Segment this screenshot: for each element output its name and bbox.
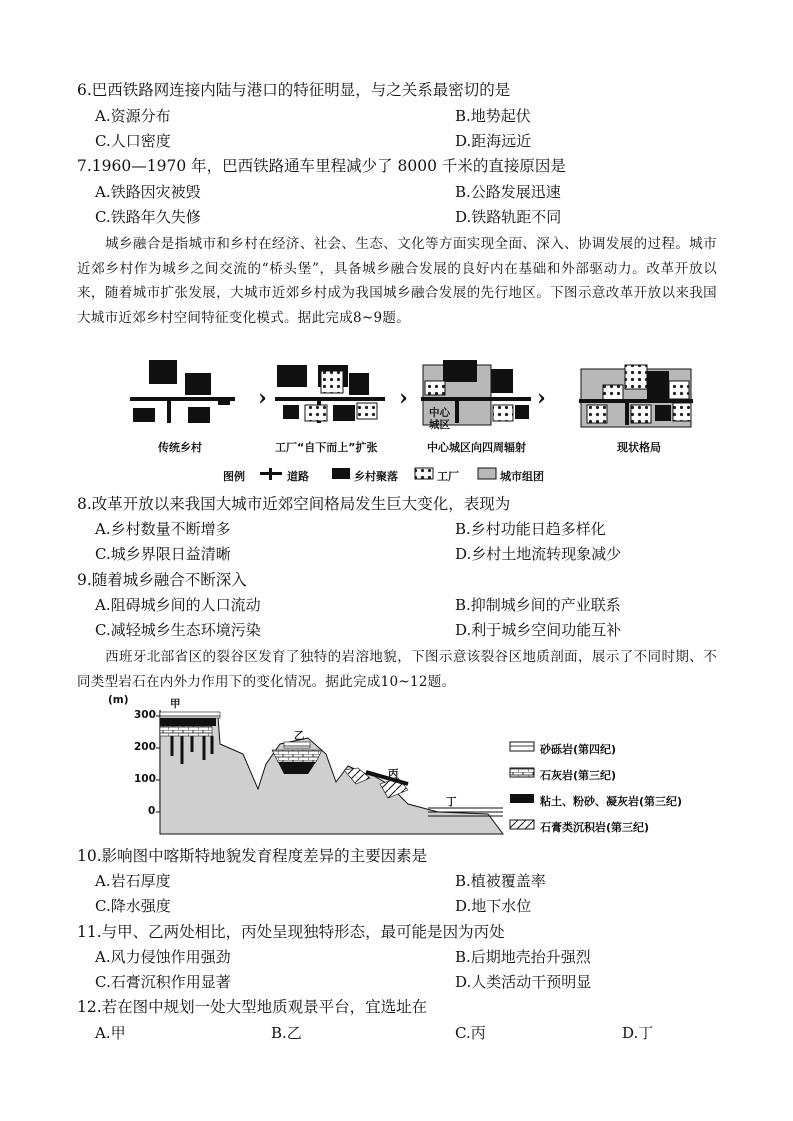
q10-option-b: B.植被覆盖率 [455,872,546,890]
site-ding-label: 丁 [446,796,457,808]
q12-option-d: D.丁 [622,1024,654,1042]
legend-clay-silt-tuff: 粘土、粉砂、凝灰岩(第三纪) [540,795,683,808]
q12-option-a: A.甲 [95,1024,126,1042]
q6-option-b: B.地势起伏 [455,107,531,125]
q6-option-d: D.距海远近 [455,132,532,150]
svg-text:›: › [537,385,546,411]
fig1-legend-title: 图例 [223,470,245,483]
q11-option-a: A.风力侵蚀作用强劲 [95,948,231,966]
site-bing-label: 丙 [388,768,399,780]
passage-karst-text: 西班牙北部省区的裂谷区发育了独特的岩溶地貌，下图示意该裂谷区地质剖面，展示了不同时期、不同类型岩石在内外力作用下的变化情况。据此完成10~12题。 [77,649,717,690]
q11-option-b: B.后期地壳抬升强烈 [455,948,591,966]
question-7-stem: 7.1960—1970 年，巴西铁路通车里程减少了 8000 千米的直接原因是 [77,157,566,175]
q11-option-c: C.石膏沉积作用显著 [95,973,231,991]
caption-current-pattern: 现状格局 [617,441,661,454]
legend-limestone: 石灰岩(第三纪) [540,769,617,782]
q6-option-c: C.人口密度 [95,132,171,150]
q7-option-a: A.铁路因灾被毁 [95,183,201,201]
q9-option-a: A.阻碍城乡间的人口流动 [95,596,261,614]
q7-option-c: C.铁路年久失修 [95,208,201,226]
legend-conglomerate: 砂砾岩(第四纪) [540,743,617,756]
q12-option-c: C.丙 [455,1024,486,1042]
fig1-legend-road: 道路 [287,470,309,483]
q9-option-c: C.减轻城乡生态环境污染 [95,621,261,639]
q6-option-a: A.资源分布 [95,107,171,125]
q9-option-d: D.利于城乡空间功能互补 [455,621,622,639]
site-jia-label: 甲 [170,698,181,710]
panel-traditional-village [130,360,235,423]
fig1-legend-factory: 工厂 [437,470,459,483]
passage-urban-rural-text: 城乡融合是指城市和乡村在经济、社会、生态、文化等方面实现全面、深入、协调发展的过程。城市近郊乡村作为城乡之间交流的“桥头堡”，具备城乡融合发展的良好内在基础和外部驱动力。改革开放以来，随着城市扩张发展，大城市近郊乡村成为我国城乡融合发展的先行地区。下图示意改革开放以来我国大城市近郊乡村空间特征变化模式。据此完成8~9题。 [77,236,717,326]
fig1-legend-village: 乡村聚落 [354,470,398,483]
caption-center-radiation: 中心城区向四周辐射 [427,441,526,454]
elevation-unit: (m) [108,694,129,706]
passage-urban-rural [77,232,717,330]
question-12-stem: 12.若在图中规划一处大型地质观景平台，宜选址在 [77,998,428,1016]
question-8-stem: 8.改革开放以来我国大城市近郊空间格局发生巨大变化，表现为 [77,495,511,513]
center-city-label-1: 中心 [429,407,450,419]
q11-option-d: D.人类活动干预明显 [455,973,592,991]
urban-rural-pattern-figure [125,355,695,485]
q12-option-b: B.乙 [271,1024,302,1042]
q8-option-b: B.乡村功能日趋多样化 [455,520,606,538]
q8-option-c: C.城乡界限日益清晰 [95,545,231,563]
svg-text:›: › [399,385,408,411]
elevation-tick-300: 300 [134,709,156,721]
panel-current-pattern [579,365,693,427]
elevation-tick-100: 100 [134,773,156,785]
question-9-stem: 9.随着城乡融合不断深入 [77,571,247,589]
fig1-legend-city: 城市组团 [500,470,544,483]
passage-karst [77,645,717,694]
question-6-stem: 6.巴西铁路网连接内陆与港口的特征明显，与之关系最密切的是 [77,81,511,99]
q7-option-d: D.铁路轨距不同 [455,208,562,226]
question-11-stem: 11.与甲、乙两处相比，丙处呈现独特形态，最可能是因为丙处 [77,923,505,941]
geological-profile-svg [108,694,718,839]
q10-option-d: D.地下水位 [455,897,532,915]
center-city-label-2: 城区 [429,419,450,431]
elevation-tick-0: 0 [148,805,156,817]
question-10-stem: 10.影响图中喀斯特地貌发育程度差异的主要因素是 [77,847,428,865]
q10-option-c: C.降水强度 [95,897,171,915]
urban-rural-pattern-svg [125,355,695,485]
q9-option-b: B.抑制城乡间的产业联系 [455,596,621,614]
legend-gypsum: 石膏类沉积岩(第三纪) [540,821,650,834]
caption-traditional-village: 传统乡村 [158,441,202,454]
q8-option-a: A.乡村数量不断增多 [95,520,231,538]
geological-profile-figure [108,694,718,839]
svg-text:›: › [258,385,267,411]
elevation-tick-200: 200 [134,741,156,753]
q8-option-d: D.乡村土地流转现象减少 [455,545,622,563]
site-yi-label: 乙 [294,730,305,742]
panel-factory-expansion [275,365,385,423]
caption-factory-expansion: 工厂“自下而上”扩张 [275,441,378,454]
q7-option-b: B.公路发展迅速 [455,183,561,201]
q10-option-a: A.岩石厚度 [95,872,171,890]
